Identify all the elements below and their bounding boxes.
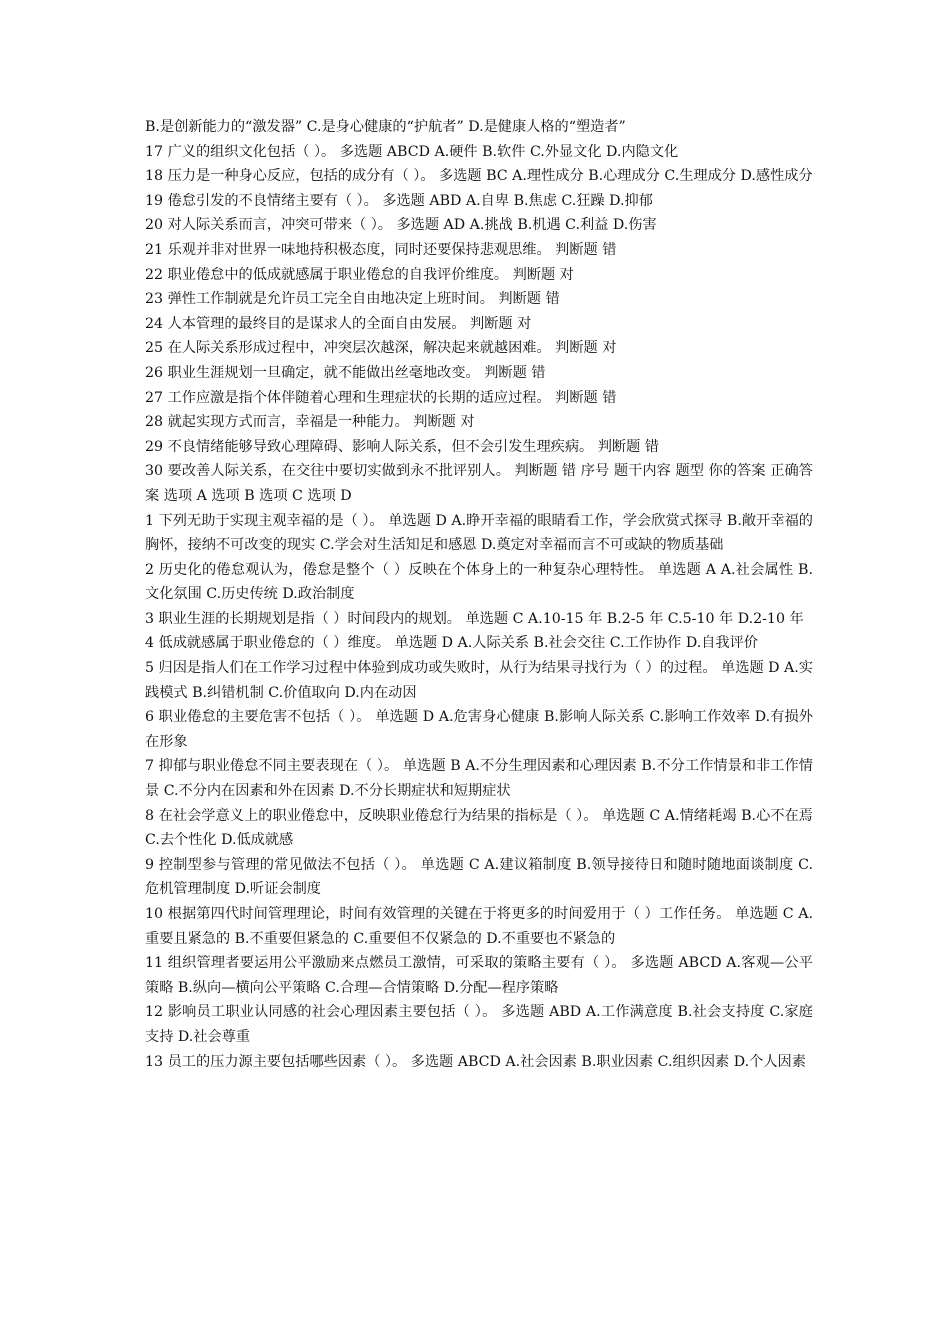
question-6: 6 职业倦怠的主要危害不包括（ ）。 单选题 D A.危害身心健康 B.影响人际关系 C.影响工作效率 D.有损外在形象 [145, 709, 813, 750]
question-19: 19 倦怠引发的不良情绪主要有（ ）。 多选题 ABD A.自卑 B.焦虑 C.狂躁 D.抑郁 [145, 192, 653, 209]
question-9: 9 控制型参与管理的常见做法不包括（ ）。 单选题 C A.建议箱制度 B.领导接待日和随时随地面谈制度 C.危机管理制度 D.听证会制度 [145, 856, 813, 898]
question-25: 25 在人际关系形成过程中，冲突层次越深，解决起来就越困难。 判断题 对 [145, 340, 617, 357]
question-3: 3 职业生涯的长期规划是指（ ）时间段内的规划。 单选题 C A.10-15 年 B.2-5 年 C.5-10 年 D.2-10 年 [145, 610, 804, 627]
question-7: 7 抑郁与职业倦怠不同主要表现在（ ）。 单选题 B A.不分生理因素和心理因素 B.不分工作情景和非工作情景 C.不分内在因素和外在因素 D.不分长期症状和短期症状 [145, 758, 813, 800]
question-30-and-header: 30 要改善人际关系，在交往中要切实做到永不批评别人。 判断题 错 序号 题干内容 题型 你的答案 正确答案 选项 A 选项 B 选项 C 选项 D [145, 463, 813, 504]
question-10: 10 根据第四代时间管理理论，时间有效管理的关键在于将更多的时间爱用于（ ）工作任务。 单选题 C A.重要且紧急的 B.不重要但紧急的 C.重要但不仅紧急的 D.不重要也不紧急的 [145, 906, 813, 947]
question-17: 17 广义的组织文化包括（ ）。 多选题 ABCD A.硬件 B.软件 C.外显文化 D.内隐文化 [145, 143, 679, 160]
question-26: 26 职业生涯规划一旦确定，就不能做出丝毫地改变。 判断题 错 [145, 364, 546, 381]
question-24: 24 人本管理的最终目的是谋求人的全面自由发展。 判断题 对 [145, 315, 532, 332]
question-13: 13 员工的压力源主要包括哪些因素（ ）。 多选题 ABCD A.社会因素 B.职业因素 C.组织因素 D.个人因素 [145, 1053, 806, 1070]
question-8: 8 在社会学意义上的职业倦怠中，反映职业倦怠行为结果的指标是（ ）。 单选题 C A.情绪耗竭 B.心不在焉 C.去个性化 D.低成就感 [145, 807, 813, 849]
question-2: 2 历史化的倦怠观认为，倦怠是整个（ ）反映在个体身上的一种复杂心理特性。 单选题 A A.社会属性 B.文化氛围 C.历史传统 D.政治制度 [145, 561, 813, 603]
document-page [145, 115, 813, 1074]
question-29: 29 不良情绪能够导致心理障碍、影响人际关系，但不会引发生理疾病。 判断题 错 [145, 438, 659, 455]
question-27: 27 工作应激是指个体伴随着心理和生理症状的长期的适应过程。 判断题 错 [145, 389, 617, 406]
text-line-option-continuation: B.是创新能力的“激发器” C.是身心健康的“护航者” D.是健康人格的“塑造者” [145, 119, 626, 135]
question-22: 22 职业倦怠中的低成就感属于职业倦怠的自我评价维度。 判断题 对 [145, 266, 574, 283]
question-18: 18 压力是一种身心反应，包括的成分有（ ）。 多选题 BC A.理性成分 B.心理成分 C.生理成分 D.感性成分 [145, 168, 813, 185]
question-12: 12 影响员工职业认同感的社会心理因素主要包括（ ）。 多选题 ABD A.工作满意度 B.社会支持度 C.家庭支持 D.社会尊重 [145, 1004, 813, 1045]
question-11: 11 组织管理者要运用公平激励来点燃员工激情，可采取的策略主要有（ ）。 多选题 ABCD A.客观—公平策略 B.纵向—横向公平策略 C.合理—合情策略 D.分配—程序策略 [145, 955, 813, 996]
question-4: 4 低成就感属于职业倦怠的（ ）维度。 单选题 D A.人际关系 B.社会交往 C.工作协作 D.自我评价 [145, 635, 758, 652]
question-5: 5 归因是指人们在工作学习过程中体验到成功或失败时，从行为结果寻找行为（ ）的过程。 单选题 D A.实践模式 B.纠错机制 C.价值取向 D.内在动因 [145, 660, 813, 701]
question-28: 28 就起实现方式而言，幸福是一种能力。 判断题 对 [145, 414, 475, 431]
question-23: 23 弹性工作制就是允许员工完全自由地决定上班时间。 判断题 错 [145, 291, 560, 308]
question-21: 21 乐观并非对世界一味地持积极态度，同时还要保持悲观思维。 判断题 错 [145, 241, 617, 258]
question-20: 20 对人际关系而言，冲突可带来（ ）。 多选题 AD A.挑战 B.机遇 C.利益 D.伤害 [145, 217, 657, 234]
question-1: 1 下列无助于实现主观幸福的是（ ）。 单选题 D A.睁开幸福的眼睛看工作，学会欣赏式探寻 B.敞开幸福的胸怀，接纳不可改变的现实 C.学会对生活知足和感恩 D.奠定对幸福而言不可或缺的物质基础 [145, 512, 813, 554]
